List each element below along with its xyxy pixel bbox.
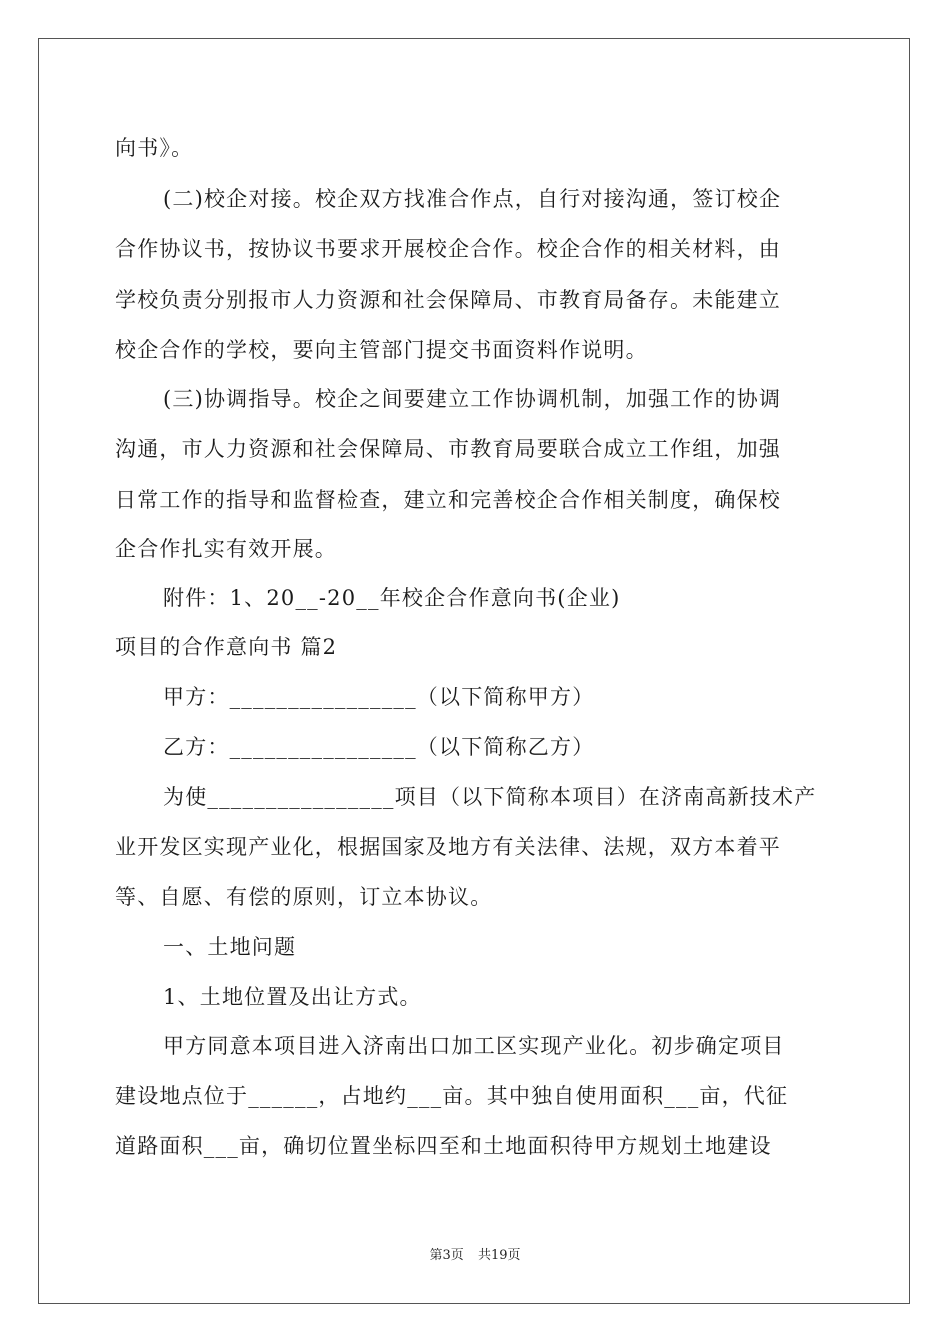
paragraph-line: 合作协议书，按协议书要求开展校企合作。校企合作的相关材料，由 xyxy=(115,237,781,261)
paragraph-line: 为使________________项目（以下简称本项目）在济南高新技术产 xyxy=(163,785,817,809)
paragraph-line: 等、自愿、有偿的原则，订立本协议。 xyxy=(115,885,493,909)
paragraph-line: (二)校企对接。校企双方找准合作点，自行对接沟通，签订校企 xyxy=(163,187,782,211)
party-b-line: 乙方：________________（以下简称乙方） xyxy=(163,735,595,759)
paragraph-line: 日常工作的指导和监督检查，建立和完善校企合作相关制度，确保校 xyxy=(115,488,781,512)
paragraph-line: 向书》。 xyxy=(115,136,194,160)
paragraph-line: (三)协调指导。校企之间要建立工作协调机制，加强工作的协调 xyxy=(163,387,782,411)
section-heading: 项目的合作意向书 篇2 xyxy=(115,635,338,659)
clause-heading: 一、土地问题 xyxy=(163,935,297,959)
paragraph-line: 学校负责分别报市人力资源和社会保障局、市教育局备存。未能建立 xyxy=(115,288,781,312)
paragraph-line: 沟通，市人力资源和社会保障局、市教育局要联合成立工作组，加强 xyxy=(115,437,781,461)
party-a-line: 甲方：________________（以下简称甲方） xyxy=(163,685,595,709)
page-number: 第3页 xyxy=(429,1248,464,1263)
page-border xyxy=(38,38,910,1304)
attachment-line: 附件：1、20__-20__年校企合作意向书(企业) xyxy=(163,586,621,610)
paragraph-line: 道路面积___亩，确切位置坐标四至和土地面积待甲方规划土地建设 xyxy=(115,1134,772,1158)
paragraph-line: 业开发区实现产业化，根据国家及地方有关法律、法规，双方本着平 xyxy=(115,835,781,859)
paragraph-line: 企合作扎实有效开展。 xyxy=(115,537,337,561)
paragraph-line: 甲方同意本项目进入济南出口加工区实现产业化。初步确定项目 xyxy=(163,1034,785,1058)
page-footer xyxy=(0,1247,950,1265)
subclause-heading: 1、土地位置及出让方式。 xyxy=(163,985,422,1009)
paragraph-line: 校企合作的学校，要向主管部门提交书面资料作说明。 xyxy=(115,338,648,362)
paragraph-line: 建设地点位于______，占地约___亩。其中独自使用面积___亩，代征 xyxy=(115,1084,789,1108)
page-total: 共19页 xyxy=(477,1248,521,1263)
